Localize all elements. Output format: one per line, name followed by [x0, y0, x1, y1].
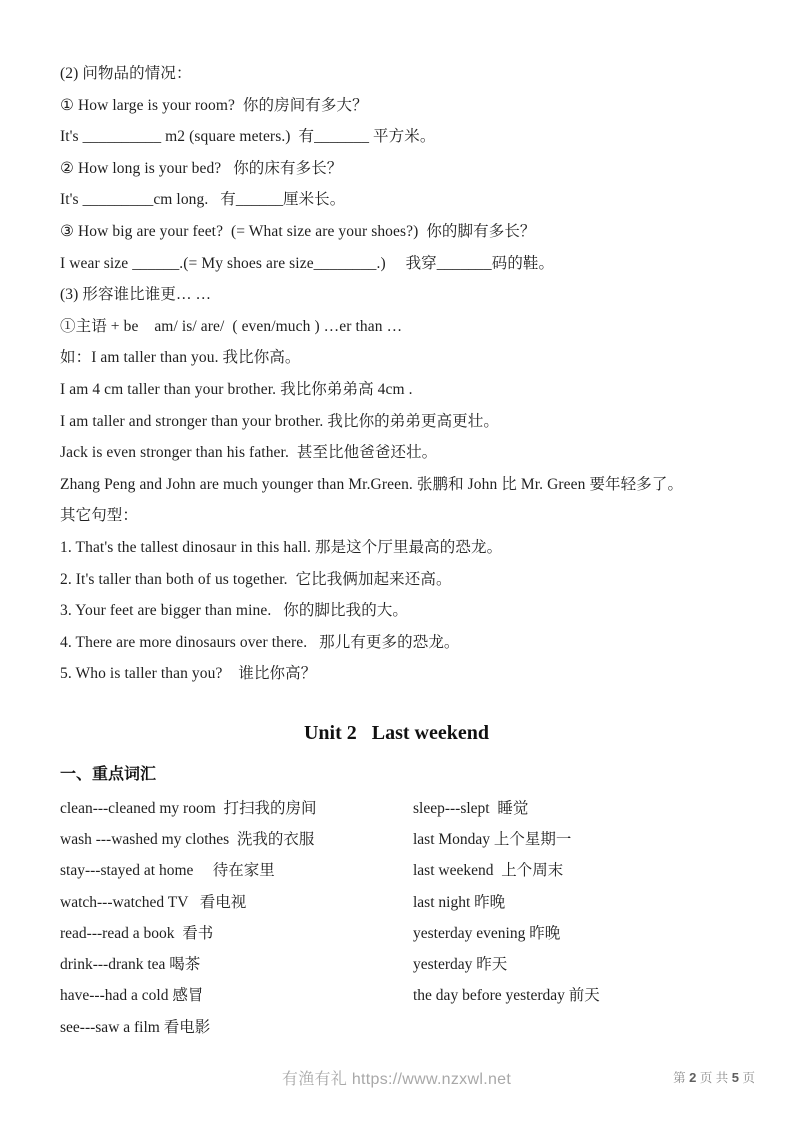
vocab-section-heading: 一、重点词汇 — [60, 766, 157, 783]
vocab-item: wash ---washed my clothes 洗我的衣服 — [60, 830, 315, 848]
unit-title: Unit 2 Last weekend — [303, 722, 489, 744]
current-page-number: 2 — [689, 1070, 697, 1085]
text-line: It's _________cm long. 有______厘米长。 — [60, 191, 346, 209]
text-line: Jack is even stronger than his father. 甚至比他爸爸还壮。 — [60, 444, 438, 462]
text-line: 2. It's taller than both of us together. 它比我俩加起来还高。 — [60, 570, 452, 588]
text-line: (2) 问物品的情况： — [60, 65, 192, 82]
vocab-item: last weekend 上个周末 — [413, 862, 564, 880]
text-line: ② How long is your bed? 你的床有多长？ — [60, 159, 343, 177]
vocab-item: see---saw a film 看电影 — [60, 1018, 211, 1036]
vocab-item: read---read a book 看书 — [60, 924, 214, 942]
vocab-row — [60, 947, 750, 978]
text-line: 其它句型： — [60, 507, 139, 525]
vocab-row — [60, 822, 750, 853]
text-line: ③ How big are your feet? (= What size are your shoes?) 你的脚有多长？ — [60, 222, 536, 240]
text-line: I am taller and stronger than your brother. 我比你的弟弟更高更壮。 — [60, 412, 499, 430]
vocab-item: last Monday 上个星期一 — [413, 830, 572, 848]
grammar-section — [60, 58, 750, 690]
vocab-item: drink---drank tea 喝茶 — [60, 956, 201, 974]
text-line: 5. Who is taller than you? 谁比你高？ — [60, 665, 317, 683]
text-line: Zhang Peng and John are much younger than Mr.Green. 张鹏和 John 比 Mr. Green 要年轻多了。 — [60, 475, 684, 493]
vocab-item: yesterday evening 昨晚 — [413, 924, 561, 942]
page-footer — [0, 1066, 793, 1094]
vocab-row — [60, 1010, 750, 1041]
text-line: 3. Your feet are bigger than mine. 你的脚比我的大。 — [60, 602, 409, 620]
vocab-item: yesterday 昨天 — [413, 956, 508, 974]
vocab-item: have---had a cold 感冒 — [60, 987, 204, 1005]
text-line: ①主语 + be am/ is/ are/ ( even/much ) …er than … — [60, 317, 403, 335]
total-page-number: 5 — [731, 1070, 740, 1085]
vocab-row — [60, 916, 750, 947]
text-line: I am 4 cm taller than your brother. 我比你弟弟高 4cm . — [60, 380, 413, 398]
vocab-row — [60, 885, 750, 916]
vocab-item: stay---stayed at home 待在家里 — [60, 862, 275, 880]
footer-watermark-url: 有渔有礼 https://www.nzxwl.net — [281, 1071, 512, 1088]
vocab-row — [60, 791, 750, 822]
text-line: (3) 形容谁比谁更… … — [60, 286, 212, 304]
text-line: 4. There are more dinosaurs over there. 那儿有更多的恐龙。 — [60, 633, 460, 651]
text-line: 如：I am taller than you. 我比你高。 — [60, 349, 301, 367]
vocab-item: sleep---slept 睡觉 — [413, 799, 529, 817]
vocab-item: watch---watched TV 看电视 — [60, 893, 247, 911]
text-line: ① How large is your room? 你的房间有多大？ — [60, 96, 368, 114]
page-number-indicator — [673, 1068, 755, 1086]
vocab-row — [60, 979, 750, 1010]
vocab-item: clean---cleaned my room 打扫我的房间 — [60, 799, 317, 817]
page-label-middle: 页 共 — [696, 1071, 732, 1085]
vocab-item: last night 昨晚 — [413, 893, 506, 911]
vocab-list — [60, 791, 750, 1041]
page-label-suffix: 页 — [739, 1071, 755, 1085]
vocab-item: the day before yesterday 前天 — [413, 987, 600, 1005]
text-line: 1. That's the tallest dinosaur in this hall. 那是这个厅里最高的恐龙。 — [60, 538, 503, 556]
vocab-row — [60, 854, 750, 885]
text-line: I wear size ______.(= My shoes are size________.) 我穿_______码的鞋。 — [60, 254, 555, 272]
page-label-prefix: 第 — [673, 1071, 690, 1085]
text-line: It's __________ m2 (square meters.) 有_______ 平方米。 — [60, 128, 436, 146]
